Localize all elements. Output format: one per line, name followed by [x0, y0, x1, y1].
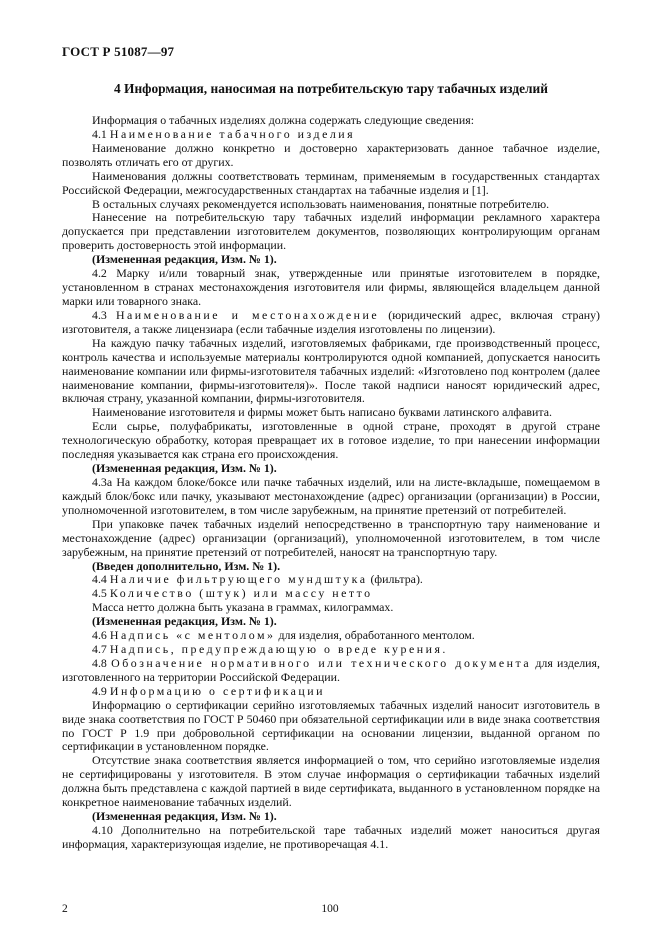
paragraph: 4.10 Дополнительно на потребительской таре табачных изделий может наноситься другая информация, характеризующая изделие, не противоречащая 4.1.: [62, 823, 600, 851]
paragraph: В остальных случаях рекомендуется использовать наименования, понятные потребителю.: [92, 196, 550, 211]
paragraph: [62, 685, 600, 699]
paragraph: На каждую пачку табачных изделий, изготовляемых фабриками, где производственный процесс, контроль качества и используемые материалы контролируются одной компанией, допускается наносить наименование компании или фирмы-изготовителя табачных изделий: «Изготовлено под контролем (далее наименование компании, фирмы-изготовителя)». После такой надписи наносят юридический адрес, включая страну, указанной компании, фирмы-изготовителя.: [62, 335, 600, 406]
clause-text: (фильтра).: [370, 572, 423, 587]
paragraph: [62, 657, 600, 685]
clause-text: (юридический адрес, включая страну) изготовителя, а также лицензиара (если табачные изделия изготовлены по лицензии).: [62, 307, 600, 336]
clause-text: для изделия, обработанного ментолом.: [278, 628, 475, 643]
standard-header: ГОСТ Р 51087—97: [62, 44, 175, 59]
page-number-total: 100: [321, 903, 339, 915]
section-title: 4 Информация, наносимая на потребительскую тару табачных изделий: [114, 81, 548, 96]
paragraph: [62, 629, 600, 643]
clause-heading: Информацию о сертификации: [109, 683, 326, 698]
clause-text: для изделия, изготовленного на территории Российской Федерации.: [62, 655, 600, 684]
clause-number: 4.8: [92, 655, 107, 670]
clause-heading: Наименование табачного изделия: [109, 126, 356, 141]
paragraph: При упаковке пачек табачных изделий непосредственно в транспортную тару наименование и местонахождение (адрес) организации (организаций), уполномоченной изготовителем, в том числе зарубежным, на принятие претензий от потребителей, наносят на транспортную тару.: [62, 516, 600, 559]
paragraph: Наименование должно конкретно и достоверно характеризовать данное табачное изделие, позволять отличать его от других.: [62, 140, 600, 169]
revision-note: (Измененная редакция, Изм. № 1).: [92, 614, 277, 629]
revision-note: (Измененная редакция, Изм. № 1).: [92, 461, 277, 476]
paragraph: Информацию о сертификации серийно изготовляемых табачных изделий наносит изготовитель в виде знака соответствия по ГОСТ Р 50460 при обязательной сертификации или в виде знака соответствия по ГОСТ Р 1.9 при добровольной сертификации на основании лицензии, выданной органом по сертификации в установленном порядке.: [62, 697, 600, 754]
clause-number: 4.3: [92, 307, 107, 322]
clause-heading: Количество (штук) или массу нетто: [109, 586, 373, 601]
paragraph: [62, 309, 600, 337]
clause-number: 4.7: [92, 642, 107, 657]
paragraph: Информация о табачных изделиях должна содержать следующие сведения:: [92, 113, 475, 127]
revision-note: (Измененная редакция, Изм. № 1).: [92, 809, 277, 824]
clause-number: 4.1: [92, 126, 107, 141]
clause-heading: Обозначение нормативного или технического документа: [111, 655, 532, 670]
paragraph: [62, 128, 600, 142]
clause-heading: Наименование и местонахождение: [115, 307, 380, 322]
paragraph: Масса нетто должна быть указана в граммах, килограммах.: [92, 600, 394, 615]
paragraph: Если сырье, полуфабрикаты, изготовленные в одной стране, проходят в другой стране технологическую обработку, которая превращает их в готовое изделие, то при нанесении информации последняя указывается как страна его происхождения.: [62, 419, 600, 462]
paragraph: [62, 573, 600, 587]
paragraph: [62, 587, 600, 601]
document-body: [62, 114, 600, 852]
paragraph: [62, 643, 600, 657]
paragraph: Наименование изготовителя и фирмы может быть написано буквами латинского алфавита.: [92, 405, 552, 420]
paragraph: Отсутствие знака соответствия является информацией о том, что серийно изготовляемые изделия не сертифицированы у изготовителя. В этом случае информация о сертификации табачных изделий должна быть представлена с каждой партией в виде сертификата, выданного в установленном порядке на конкретное наименование табачных изделий.: [62, 753, 600, 810]
paragraph: Наименования должны соответствовать терминам, применяемым в государственных стандартах Российской Федерации, межгосударственных стандартах на табачные изделия и [1].: [62, 168, 600, 197]
paragraph: Нанесение на потребительскую тару табачных изделий информации рекламного характера допускается при представлении изготовителем документов, позволяющих контролирующим органам проверить достоверность этой информации.: [62, 210, 600, 253]
page-number-local: 2: [62, 903, 68, 915]
clause-number: 4.5: [92, 586, 107, 601]
revision-note: (Введен дополнительно, Изм. № 1).: [92, 558, 281, 573]
clause-number: 4.4: [92, 572, 107, 587]
clause-heading: Надпись «с ментолом»: [109, 628, 276, 643]
revision-note: (Измененная редакция, Изм. № 1).: [92, 252, 277, 267]
paragraph: 4.2 Марку и/или товарный знак, утвержденные или принятые изготовителем в порядке, установленном в странах местонахождения изготовителя или фирмы, являющейся владельцем данной марки или товарного знака.: [62, 266, 600, 308]
clause-number: 4.9: [92, 683, 107, 698]
clause-heading: Наличие фильтрующего мундштука: [109, 572, 368, 587]
paragraph: 4.3а На каждом блоке/боксе или пачке табачных изделий, или на листе-вкладыше, помещаемом в каждый блок/бокс или пачку, указывают местонахождение (адрес) организации (организации) в России, уполномоченной изготовителем, в том числе зарубежным, на принятие претензий от потребителей.: [62, 474, 600, 517]
clause-heading: Надпись, предупреждающую о вреде курения.: [109, 642, 448, 657]
clause-number: 4.6: [92, 628, 107, 643]
